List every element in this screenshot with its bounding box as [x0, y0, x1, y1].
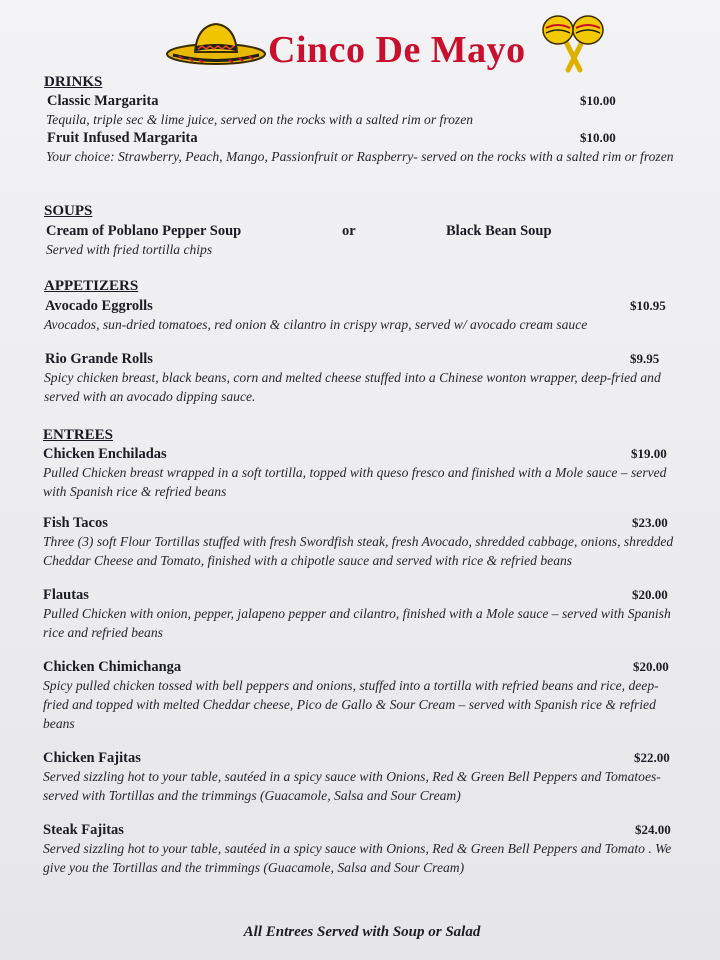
soup-separator: or	[342, 223, 356, 239]
item-name: Chicken Fajitas	[43, 750, 141, 766]
menu-item	[43, 658, 683, 733]
item-price: $20.00	[632, 587, 668, 602]
item-price: $23.00	[632, 515, 668, 530]
appetizers-section	[44, 278, 684, 406]
item-name: Avocado Eggrolls	[45, 298, 153, 314]
footer-note: All Entrees Served with Soup or Salad	[243, 924, 481, 940]
item-name: Steak Fajitas	[43, 822, 124, 838]
item-name: Classic Margarita	[47, 93, 159, 109]
item-price: $9.95	[630, 351, 660, 366]
item-price: $22.00	[634, 750, 670, 765]
item-price: $19.00	[631, 446, 667, 461]
item-price: $10.00	[580, 130, 616, 145]
section-heading: DRINKS	[44, 74, 103, 90]
item-description: Your choice: Strawberry, Peach, Mango, Passionfruit or Raspberry- served on the rocks with a salted rim or frozen	[46, 149, 674, 164]
menu-item	[44, 350, 684, 406]
item-price: $10.95	[630, 298, 666, 313]
item-description: Spicy pulled chicken tossed with bell peppers and onions, stuffed into a tortilla with refried beans and rice, deep-fried and topped with melted Cheddar cheese, Pico de Gallo & Sour Cream – served with Spanish rice & refried beans	[43, 678, 659, 731]
entrees-section	[43, 427, 683, 877]
item-price: $20.00	[633, 659, 669, 674]
item-description: Tequila, triple sec & lime juice, served on the rocks with a salted rim or frozen	[46, 112, 474, 127]
menu-item	[44, 129, 684, 166]
maracas-icon	[536, 12, 608, 74]
soup-option-2: Black Bean Soup	[446, 223, 552, 239]
menu-item	[43, 586, 683, 642]
drinks-section	[44, 74, 684, 166]
item-name: Chicken Chimichanga	[43, 659, 182, 675]
item-name: Fruit Infused Margarita	[47, 130, 198, 146]
item-name: Rio Grande Rolls	[45, 351, 153, 367]
menu-header	[0, 10, 720, 71]
section-heading: APPETIZERS	[44, 278, 139, 294]
item-description: Spicy chicken breast, black beans, corn and melted cheese stuffed into a Chinese wonton wrapper, deep-fried and served with an avocado dipping sauce.	[44, 370, 661, 404]
item-name: Flautas	[43, 587, 89, 603]
item-description: Served sizzling hot to your table, sautéed in a spicy sauce with Onions, Red & Green Bell Peppers and Tomato . We give you the Tortillas and the trimmings (Guacamole, Salsa and Sour Cream)	[43, 841, 672, 875]
soups-section	[44, 203, 684, 259]
soup-options	[44, 222, 684, 240]
menu-item	[43, 749, 683, 805]
menu-item	[43, 514, 683, 570]
soup-option-1: Cream of Poblano Pepper Soup	[46, 223, 242, 239]
sombrero-icon	[165, 16, 267, 68]
menu-item	[44, 297, 684, 334]
section-heading: SOUPS	[44, 203, 93, 219]
item-name: Fish Tacos	[43, 515, 108, 531]
page-title: Cinco De Mayo	[268, 29, 526, 71]
item-description: Pulled Chicken with onion, pepper, jalapeno pepper and cilantro, finished with a Mole sauce – served with Spanish rice and refried beans	[43, 606, 671, 640]
menu-item	[44, 92, 684, 129]
item-description: Avocados, sun-dried tomatoes, red onion & cilantro in crispy wrap, served w/ avocado cream sauce	[44, 317, 588, 332]
menu-item	[43, 821, 683, 877]
item-description: Three (3) soft Flour Tortillas stuffed with fresh Swordfish steak, fresh Avocado, shredded cabbage, onions, shredded Cheddar Cheese and Tomato, finished with a chipotle sauce and served with rice & refried beans	[43, 534, 674, 568]
item-description: Served sizzling hot to your table, sautéed in a spicy sauce with Onions, Red & Green Bell Peppers and Tomatoes-served with Tortillas and the trimmings (Guacamole, Salsa and Sour Cream)	[43, 769, 661, 803]
item-price: $10.00	[580, 93, 616, 108]
item-name: Chicken Enchiladas	[43, 446, 167, 462]
item-description: Pulled Chicken breast wrapped in a soft tortilla, topped with queso fresco and finished with a Mole sauce – served with Spanish rice & refried beans	[43, 465, 667, 499]
soup-description: Served with fried tortilla chips	[46, 242, 213, 257]
menu-item	[43, 445, 683, 501]
item-price: $24.00	[635, 822, 671, 837]
section-heading: ENTREES	[43, 427, 114, 443]
